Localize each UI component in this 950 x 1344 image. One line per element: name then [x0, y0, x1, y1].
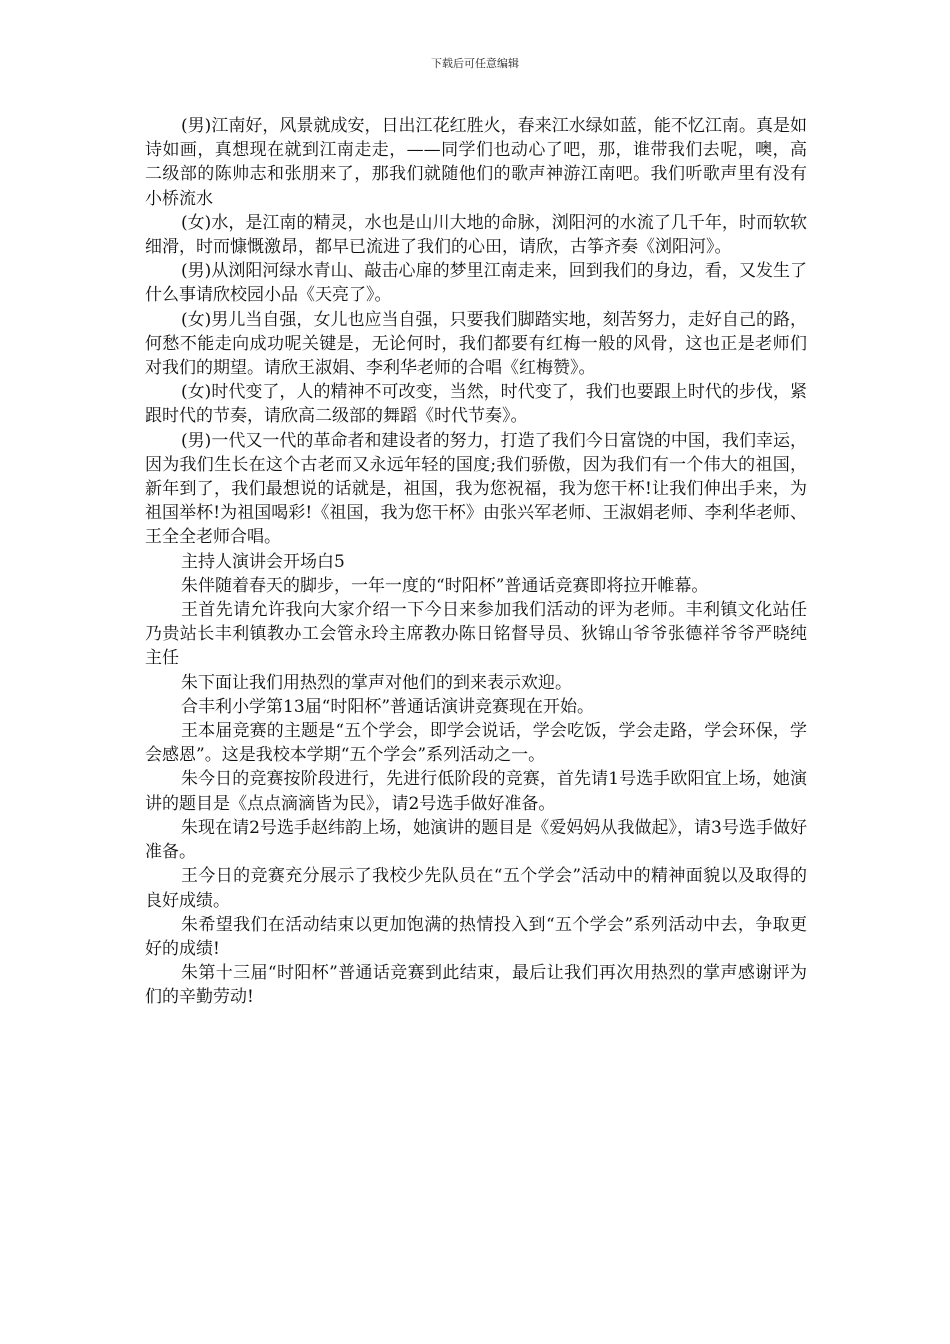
paragraph-5: (女)时代变了，人的精神不可改变，当然，时代变了，我们也要跟上时代的步伐，紧跟时代的节奏，请欣高二级部的舞蹈《时代节奏》。: [145, 382, 807, 427]
paragraph-4: (女)男儿当自强，女儿也应当自强，只要我们脚踏实地，刻苦努力，走好自己的路，何愁不能走向成功呢关键是，无论何时，我们都要有红梅一般的风骨，这也正是老师们对我们的期望。请欣王淑娟、李利华老师的合唱《红梅赞》。: [145, 309, 807, 379]
paragraph-12: 王本届竞赛的主题是“五个学会，即学会说话，学会吃饭，学会走路，学会环保，学会感恩”。这是我校本学期“五个学会”系列活动之一。: [145, 721, 807, 766]
paragraph-6: (男)一代又一代的革命者和建设者的努力，打造了我们今日富饶的中国，我们幸运，因为我们生长在这个古老而又永远年轻的国度;我们骄傲，因为我们有一个伟大的祖国，新年到了，我们最想说的话就是，祖国，我为您祝福，我为您干杯!让我们伸出手来，为祖国举杯!为祖国喝彩!《祖国，我为您干杯》由张兴军老师、王淑娟老师、李利华老师、王全全老师合唱。: [145, 430, 807, 548]
paragraph-14: 朱现在请2号选手赵纬韵上场，她演讲的题目是《爱妈妈从我做起》，请3号选手做好准备。: [145, 817, 807, 863]
paragraph-8: 朱伴随着春天的脚步，一年一度的“时阳杯”普通话竞赛即将拉开帷幕。: [181, 575, 709, 596]
paragraph-1: (男)江南好，风景就成安，日出江花红胜火，春来江水绿如蓝，能不忆江南。真是如诗如画，真想现在就到江南走走，——同学们也动心了吧，那，谁带我们去呢，噢，高二级部的陈帅志和张朋来了，那我们就随他们的歌声神游江南吧。我们听歌声里有没有小桥流水: [145, 116, 807, 209]
document-body: [145, 114, 807, 1010]
paragraph-15: 王今日的竞赛充分展示了我校少先队员在“五个学会”活动中的精神面貌以及取得的良好成绩。: [145, 866, 807, 911]
paragraph-17: 朱第十三届“时阳杯”普通话竞赛到此结束，最后让我们再次用热烈的掌声感谢评为们的辛勤劳动!: [145, 963, 807, 1008]
page-header-note: 下载后可任意编辑: [431, 57, 519, 70]
paragraph-3: (男)从浏阳河绿水青山、敲击心扉的梦里江南走来，回到我们的身边，看，又发生了什么事请欣校园小品《天亮了》。: [145, 261, 807, 306]
paragraph-11: 合丰利小学第13届“时阳杯”普通话演讲竞赛现在开始。: [181, 696, 595, 717]
paragraph-16: 朱希望我们在活动结束以更加饱满的热情投入到“五个学会”系列活动中去，争取更好的成绩!: [145, 914, 807, 959]
paragraph-13: 朱今日的竞赛按阶段进行，先进行低阶段的竞赛，首先请1号选手欧阳宜上场，她演讲的题目是《点点滴滴皆为民》，请2号选手做好准备。: [145, 769, 807, 814]
paragraph-2: (女)水，是江南的精灵，水也是山川大地的命脉，浏阳河的水流了几千年，时而软软细滑，时而慷慨激昂，都早已流进了我们的心田，请欣，古筝齐奏《浏阳河》。: [145, 212, 807, 258]
section-heading: 主持人演讲会开场白5: [181, 551, 345, 572]
paragraph-9: 王首先请允许我向大家介绍一下今日来参加我们活动的评为老师。丰利镇文化站任乃贵站长丰利镇教办工会管永玲主席教办陈日铭督导员、狄锦山爷爷张德祥爷爷严晓纯主任: [145, 600, 807, 669]
paragraph-10: 朱下面让我们用热烈的掌声对他们的到来表示欢迎。: [181, 672, 572, 693]
